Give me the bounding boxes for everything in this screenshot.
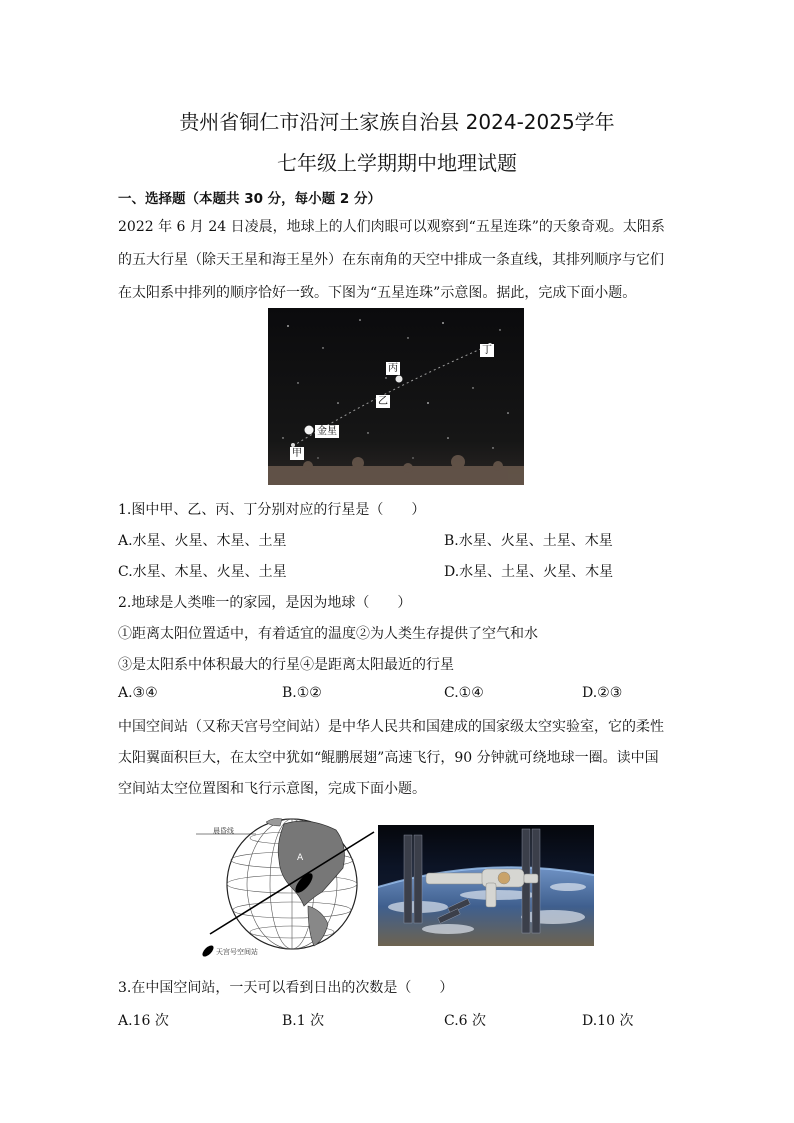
q2-statement-2: ③是太阳系中体积最大的行星④是距离太阳最近的行星 — [118, 657, 454, 673]
q3-stem: 3.在中国空间站，一天可以看到日出的次数是（ ） — [118, 980, 454, 996]
q3-option-d[interactable]: D.10 次 — [582, 1013, 634, 1029]
q1-option-b[interactable]: B.水星、火星、土星、木星 — [444, 533, 613, 549]
title-line-2: 七年级上学期期中地理试题 — [277, 151, 517, 175]
terminator-label: 晨昏线 — [213, 827, 234, 835]
q2-option-a[interactable]: A.③④ — [118, 685, 158, 701]
passage1-line-2: 的五大行星（除天王星和海王星外）在东南角的天空中排成一条直线，其排列顺序与它们 — [118, 252, 664, 268]
q3-option-a[interactable]: A.16 次 — [118, 1013, 169, 1029]
q1-option-c[interactable]: C.水星、木星、火星、土星 — [118, 564, 287, 580]
passage1-line-3: 在太阳系中排列的顺序恰好一致。下图为“五星连珠”示意图。据此，完成下面小题。 — [118, 285, 637, 301]
passage2-line-3: 空间站太空位置图和飞行示意图，完成下面小题。 — [118, 781, 426, 797]
q2-option-b[interactable]: B.①② — [282, 685, 322, 701]
station-legend-icon — [201, 944, 216, 959]
passage1-line-1: 2022 年 6 月 24 日凌晨，地球上的人们肉眼可以观察到“五星连珠”的天象奇观。太阳系 — [118, 219, 665, 235]
passage2-line-1: 中国空间站（又称天宫号空间站）是中华人民共和国建成的国家级太空实验室，它的柔性 — [118, 719, 664, 735]
venus-dot — [305, 426, 314, 435]
point-a-label: A — [297, 853, 304, 863]
label-yi: 乙 — [378, 396, 388, 407]
q1-option-a[interactable]: A.水星、火星、木星、土星 — [118, 533, 287, 549]
q3-option-c[interactable]: C.6 次 — [444, 1013, 487, 1029]
section-heading: 一、选择题（本题共 30 分，每小题 2 分） — [118, 191, 381, 207]
space-station-svg — [378, 825, 594, 946]
station-legend-label: 天宫号空间站 — [216, 948, 258, 956]
q1-stem: 1.图中甲、乙、丙、丁分别对应的行星是（ ） — [118, 502, 426, 518]
label-jinxing: 金星 — [317, 426, 337, 437]
q1-option-d[interactable]: D.水星、土星、火星、木星 — [444, 564, 614, 580]
five-planets-figure — [268, 308, 524, 485]
globe-diagram — [196, 810, 376, 962]
space-station-photo — [378, 825, 594, 946]
label-bing: 丙 — [388, 363, 398, 374]
q2-stem: 2.地球是人类唯一的家园，是因为地球（ ） — [118, 595, 412, 611]
q3-option-b[interactable]: B.1 次 — [282, 1013, 325, 1029]
passage2-line-2: 太阳翼面积巨大，在太空中犹如“鲲鹏展翅”高速飞行，90 分钟就可绕地球一圈。读中国 — [118, 750, 659, 766]
q2-option-d[interactable]: D.②③ — [582, 685, 623, 701]
label-jia: 甲 — [292, 448, 302, 459]
label-ding: 丁 — [482, 345, 492, 356]
q2-statement-1: ①距离太阳位置适中，有着适宜的温度②为人类生存提供了空气和水 — [118, 626, 538, 642]
title-line-1: 贵州省铜仁市沿河土家族自治县 2024-2025学年 — [179, 110, 615, 134]
night-sky-image — [268, 308, 524, 485]
planet-bing-dot — [396, 376, 403, 383]
q2-option-c[interactable]: C.①④ — [444, 685, 484, 701]
